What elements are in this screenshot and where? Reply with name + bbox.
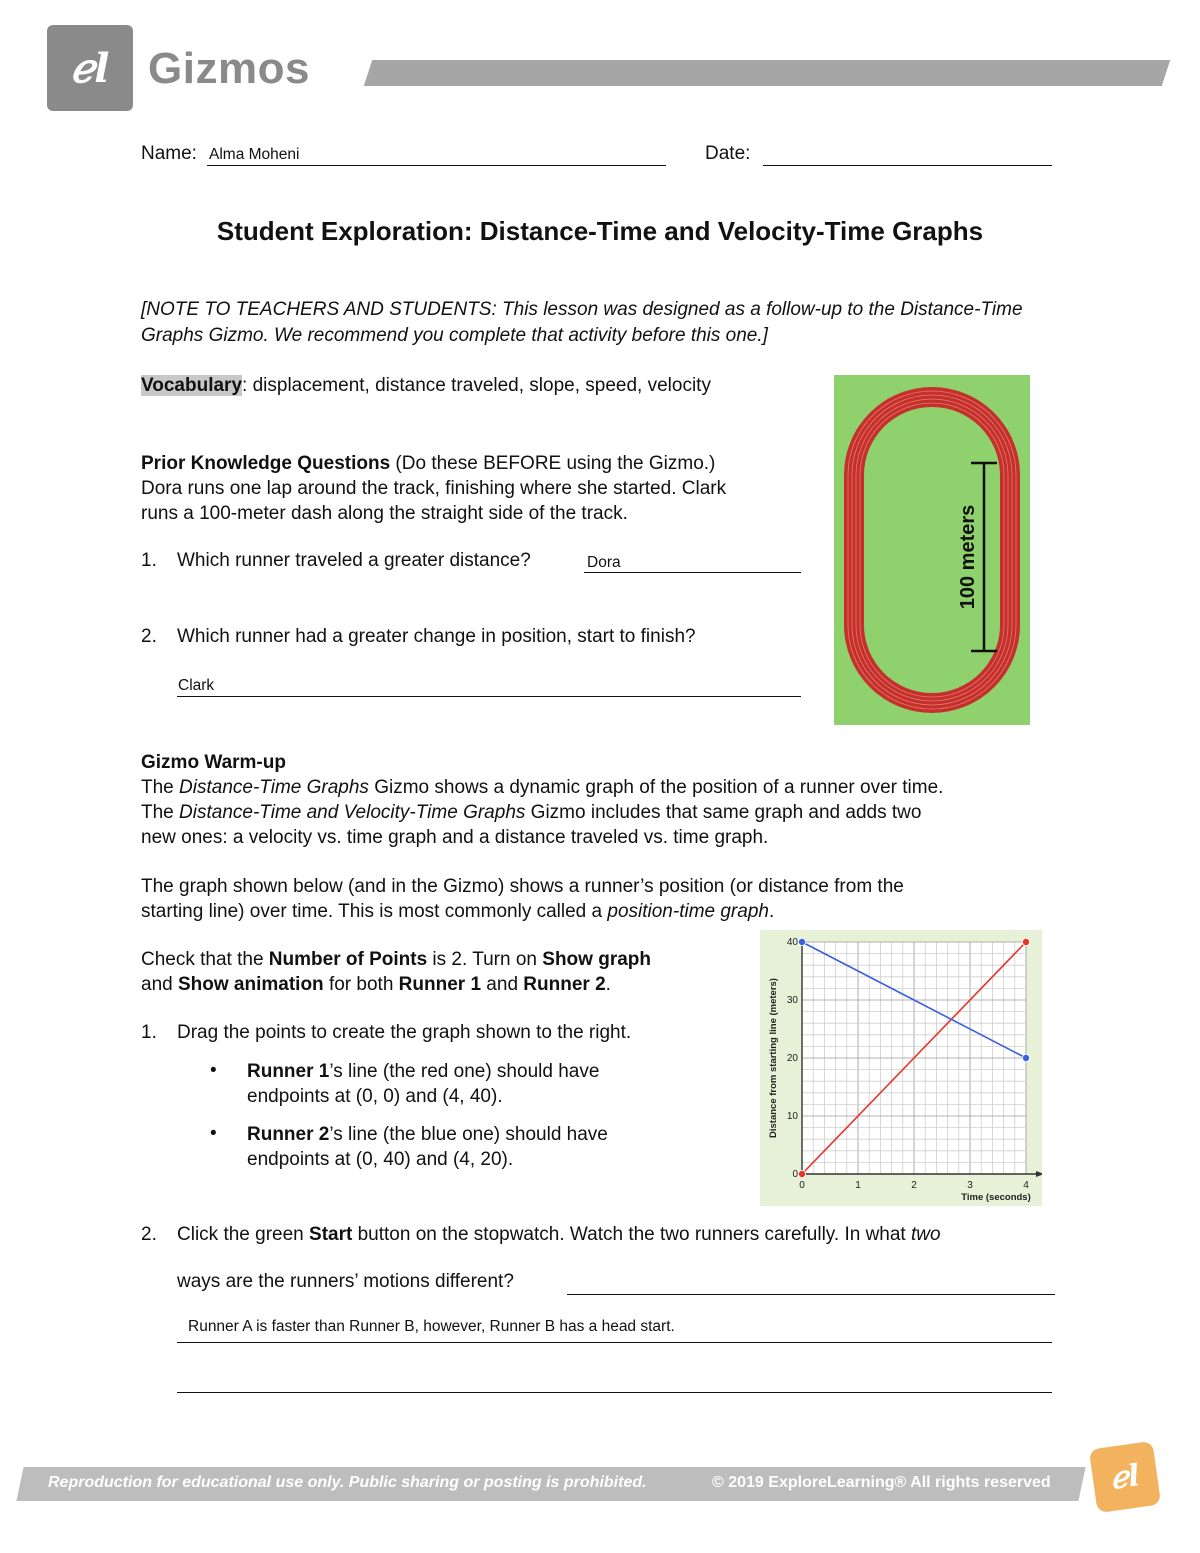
chart-x-axis-label: Time (seconds) [961,1192,1031,1203]
warmup-b2-b: endpoints at (0, 40) and (4, 20). [247,1149,514,1170]
footer-disclaimer: Reproduction for educational use only. Public sharing or posting is prohibited. [48,1474,647,1491]
warmup-section [141,750,1081,850]
runner2-label: Runner 2 [247,1124,330,1145]
vocabulary-line [141,373,711,398]
chart-y-axis-label: Distance from starting line (meters) [768,978,779,1138]
prior-knowledge-section [141,451,821,526]
header-bar [364,60,1170,86]
bullet-icon: • [210,1060,217,1081]
chart-x-tick-label: 3 [967,1180,973,1191]
footer-logo-icon: ℯl [1089,1441,1161,1513]
warmup-q2-answer-field-1[interactable] [567,1274,1055,1295]
warmup-b1-a: ’s line (the red one) should have [329,1061,600,1082]
warmup-p2-b: starting line) over time. This is most commonly called a [141,901,608,922]
warmup-q2-c: button on the stopwatch. Watch the two runners carefully. In what [352,1224,911,1245]
bullet-icon: • [210,1123,217,1144]
prior-heading: Prior Knowledge Questions [141,453,391,474]
teacher-note: [NOTE TO TEACHERS AND STUDENTS: This lesson was designed as a follow-up to the Distance-Time Graphs Gizmo. We recommend you complete that activity before this one.] [141,299,1023,346]
chart-x-tick-label: 2 [911,1180,917,1191]
warmup-bullet-1 [247,1059,717,1109]
chart-point-runner-2 [798,938,805,945]
date-field[interactable] [763,144,1052,166]
warmup-bullet-2 [247,1122,717,1172]
warmup-p3-j: Runner 2 [523,974,606,995]
vocabulary-terms: : displacement, distance traveled, slope, speed, velocity [242,375,711,396]
prior-q2-answer-field[interactable] [177,674,801,697]
warmup-p2-d: . [768,901,775,922]
explorelearning-logo-icon: ℯl [70,44,110,92]
chart-y-tick-label: 0 [792,1169,798,1180]
track-diagram [834,375,1030,725]
warmup-p1-d: The [141,802,180,823]
position-time-chart [760,930,1042,1206]
chart-point-runner-1 [1022,938,1029,945]
chart-y-tick-label: 30 [786,995,798,1006]
warmup-p1-c: Gizmo shows a dynamic graph of the position of a runner over time. [368,777,944,798]
warmup-q2-line-1 [177,1224,1077,1246]
warmup-p2-a: The graph shown below (and in the Gizmo) shows a runner’s position (or distance from the [141,876,904,897]
prior-q1-number: 1. [141,550,157,571]
chart-x-tick-label: 1 [855,1180,861,1191]
track-image [834,375,1030,725]
chart-y-tick-label: 40 [786,937,798,948]
warmup-p3-a: Check that the [141,949,269,970]
warmup-p3-i: and [481,974,524,995]
warmup-b1-b: endpoints at (0, 0) and (4, 40). [247,1086,503,1107]
warmup-p3-b: Number of Points [268,949,428,970]
track-distance-label: 100 meters [957,504,979,610]
chart-x-axis-arrow [1036,1171,1042,1177]
warmup-p3-k: . [605,974,611,995]
chart-y-tick-label: 10 [786,1111,798,1122]
name-field[interactable] [207,144,666,166]
warmup-p3-h: Runner 1 [398,974,482,995]
warmup-p3-e: and [141,974,178,995]
prior-q1-answer: Dora [587,554,621,571]
warmup-q1-text: Drag the points to create the graph shown to the right. [177,1022,632,1043]
warmup-q2-answer: Runner A is faster than Runner B, however, Runner B has a head start. [188,1318,675,1335]
chart-x-tick-label: 0 [799,1180,805,1191]
warmup-heading: Gizmo Warm-up [141,752,286,773]
warmup-p3-f: Show animation [177,974,324,995]
warmup-p1-e: Distance-Time and Velocity-Time Graphs [179,802,526,823]
warmup-q2-d: two [911,1224,941,1245]
prior-heading-note: (Do these BEFORE using the Gizmo.) [390,453,716,474]
warmup-q2-answer-field-2[interactable] [177,1320,1052,1343]
warmup-p3-c: is 2. Turn on [427,949,543,970]
warmup-q2-number: 2. [141,1224,157,1245]
prior-q1-answer-field[interactable] [584,551,801,573]
runner1-label: Runner 1 [247,1061,330,1082]
page-title: Student Exploration: Distance-Time and Velocity-Time Graphs [216,216,984,246]
prior-q2-text: Which runner had a greater change in position, start to finish? [177,626,696,647]
footer-copyright: © 2019 ExploreLearning® All rights reserved [712,1474,1051,1491]
warmup-q2-line-2: ways are the runners’ motions different? [177,1271,514,1292]
warmup-b2-a: ’s line (the blue one) should have [329,1124,608,1145]
warmup-p3-d: Show graph [542,949,651,970]
warmup-p3-g: for both [323,974,399,995]
chart-point-runner-2 [1022,1054,1029,1061]
chart-x-tick-label: 4 [1023,1180,1029,1191]
prior-q2-number: 2. [141,626,157,647]
warmup-paragraph-2 [141,874,1081,924]
prior-intro-line-1: Dora runs one lap around the track, finishing where she started. Clark [141,478,727,499]
prior-intro-line-2: runs a 100-meter dash along the straight side of the track. [141,503,628,524]
chart-point-runner-1 [798,1170,805,1177]
brand-title: Gizmos [148,44,310,93]
warmup-p2-c: position-time graph [607,901,769,922]
chart-y-tick-label: 20 [786,1053,798,1064]
warmup-p1-f: Gizmo includes that same graph and adds two [525,802,922,823]
date-label: Date: [705,143,751,164]
warmup-p1-b: Distance-Time Graphs [179,777,369,798]
warmup-q2-answer-field-3[interactable] [177,1370,1052,1393]
warmup-q1-number: 1. [141,1022,157,1043]
vocabulary-label: Vocabulary [141,375,243,396]
warmup-p1-a: The [141,777,180,798]
warmup-q2-a: Click the green [177,1224,310,1245]
prior-q1-text: Which runner traveled a greater distance? [177,550,531,571]
warmup-paragraph-3 [141,947,741,997]
chart-svg [760,930,1042,1206]
warmup-q2-b: Start [309,1224,353,1245]
prior-q2-answer: Clark [178,677,215,694]
name-value: Alma Moheni [209,146,300,163]
name-label: Name: [141,143,197,164]
warmup-p1-g: new ones: a velocity vs. time graph and a distance traveled vs. time graph. [141,827,769,848]
